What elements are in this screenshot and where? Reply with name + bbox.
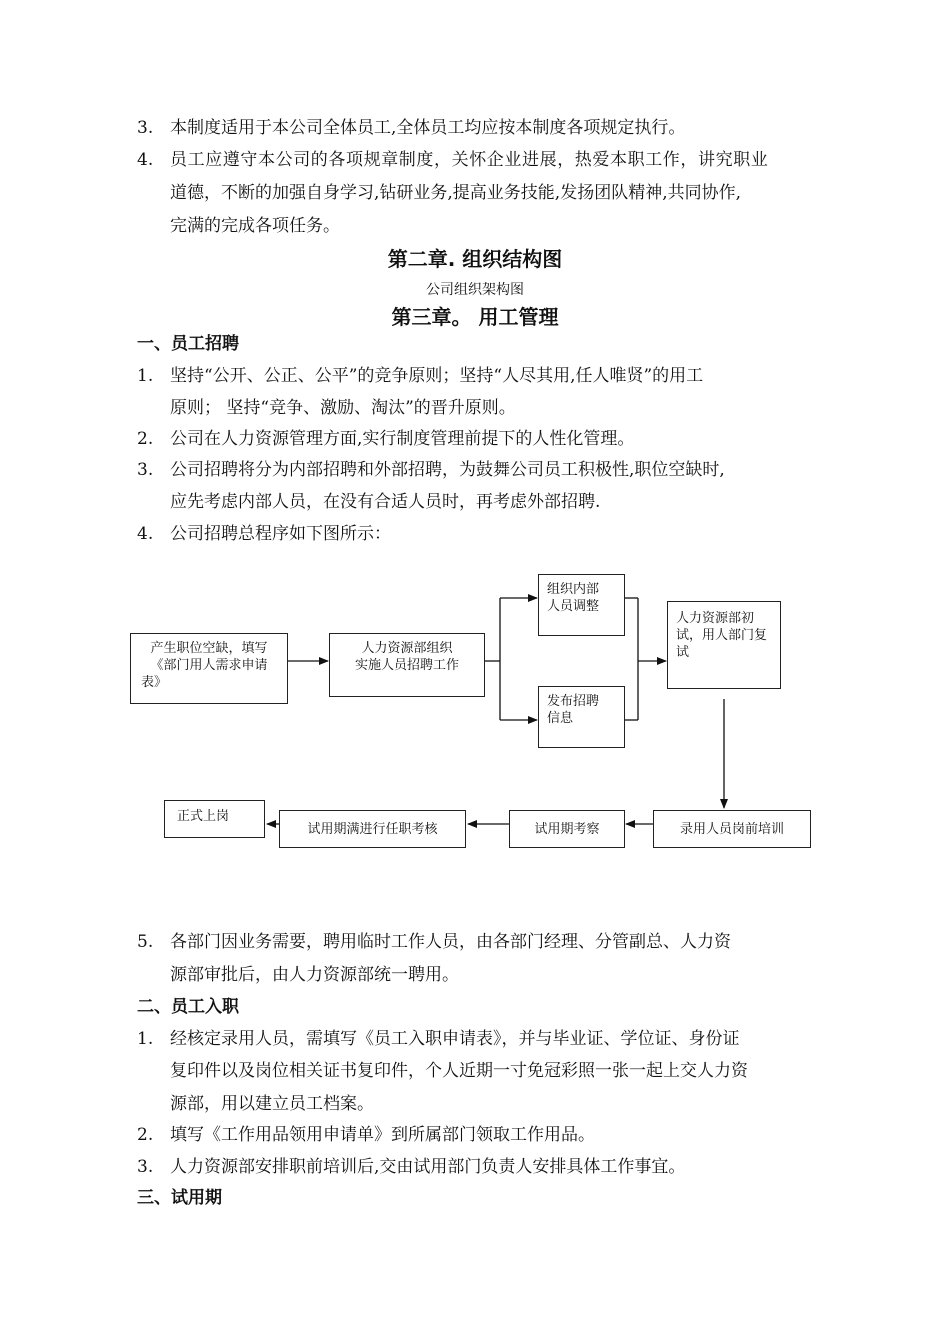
item-text: 坚持“公开、公正、公平”的竞争原则；坚持“人尽其用,任人唯贤”的用工: [170, 366, 704, 386]
box-line: 试: [676, 645, 690, 660]
flow-box-internal-adjust: [538, 574, 625, 636]
item-text: 公司招聘总程序如下图所示：: [170, 524, 391, 544]
box-line: 表》: [141, 675, 168, 690]
item-text: 公司招聘将分为内部招聘和外部招聘，为鼓舞公司员工积极性,职位空缺时,: [170, 460, 725, 480]
item-number: 3.: [137, 118, 154, 138]
item-text: 人力资源部安排职前培训后,交由试用部门负责人安排具体工作事宜。: [170, 1157, 686, 1177]
item-text: 经核定录用人员，需填写《员工入职申请表》，并与毕业证、学位证、身份证: [170, 1029, 740, 1049]
box-line: 产生职位空缺，填写: [150, 641, 268, 656]
item-text: 源部，用以建立员工档案。: [170, 1094, 374, 1114]
box-line: 人力资源部初: [676, 611, 755, 626]
box-line: 试，用人部门复: [676, 628, 768, 643]
item-text: 应先考虑内部人员，在没有合适人员时，再考虑外部招聘.: [170, 492, 601, 512]
box-line: 信息: [547, 711, 574, 726]
box-line: 《部门用人需求申请: [150, 658, 268, 673]
section-heading-recruitment: 一、员工招聘: [137, 334, 239, 354]
item-text: 公司在人力资源管理方面,实行制度管理前提下的人性化管理。: [170, 429, 635, 449]
item-number: 3.: [137, 1157, 154, 1177]
item-number: 5.: [137, 932, 154, 952]
chapter-2-title: 第二章. 组织结构图: [387, 247, 563, 271]
item-text: 员工应遵守本公司的各项规章制度，关怀企业进展，热爱本职工作，讲究职业: [170, 150, 769, 170]
item-text: 完满的完成各项任务。: [170, 216, 340, 236]
chapter-3-title: 第三章。 用工管理: [391, 305, 559, 329]
flow-box-hr-organize: [329, 633, 485, 697]
flow-box-pre-job-training: 录用人员岗前培训: [653, 810, 811, 848]
flow-box-publish-info: [538, 686, 625, 748]
flow-box-probation-review: 试用期考察: [509, 810, 625, 848]
box-line: 实施人员招聘工作: [354, 658, 459, 673]
item-number: 1.: [137, 366, 154, 386]
item-text: 复印件以及岗位相关证书复印件，个人近期一寸免冠彩照一张一起上交人力资: [170, 1061, 748, 1081]
box-line: 组织内部: [547, 582, 600, 597]
item-number: 4.: [137, 524, 154, 544]
item-text: 各部门因业务需要，聘用临时工作人员，由各部门经理、分管副总、人力资: [170, 932, 731, 952]
item-text: 原则； 坚持“竞争、激励、淘汰”的晋升原则。: [170, 398, 516, 418]
box-line: 发布招聘: [547, 694, 600, 709]
box-line: 人员调整: [547, 599, 600, 614]
box-line: 人力资源部组织: [361, 641, 453, 656]
item-number: 4.: [137, 150, 154, 170]
item-number: 2.: [137, 1125, 154, 1145]
item-number: 2.: [137, 429, 154, 449]
item-text: 填写《工作用品领用申请单》到所属部门领取工作用品。: [170, 1125, 595, 1145]
flow-box-assessment: 试用期满进行任职考核: [279, 810, 466, 848]
section-heading-onboarding: 二、员工入职: [137, 997, 239, 1017]
section-heading-probation: 三、试用期: [137, 1188, 222, 1208]
item-text: 本制度适用于本公司全体员工,全体员工均应按本制度各项规定执行。: [170, 118, 686, 138]
flow-box-interview: [667, 601, 781, 689]
flow-box-onboard: 正式上岗: [164, 800, 265, 838]
item-number: 1.: [137, 1029, 154, 1049]
org-chart-caption: 公司组织架构图: [426, 282, 524, 298]
flow-box-vacancy: [130, 633, 288, 704]
item-number: 3.: [137, 460, 154, 480]
item-text: 道德，不断的加强自身学习,钻研业务,提高业务技能,发扬团队精神,共同协作,: [170, 183, 742, 203]
item-text: 源部审批后，由人力资源部统一聘用。: [170, 965, 459, 985]
